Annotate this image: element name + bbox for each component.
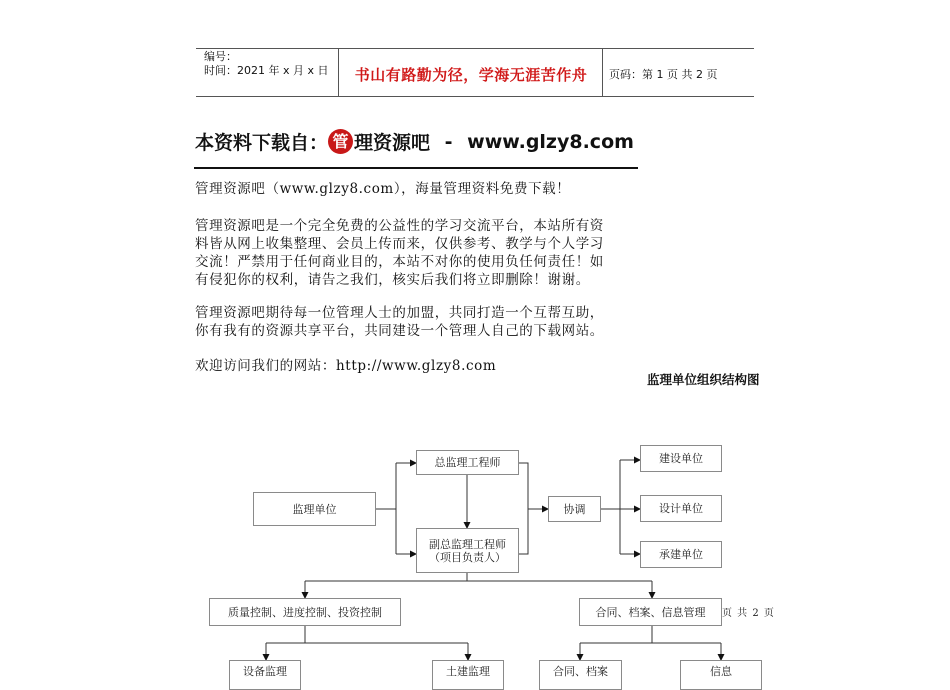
node-label: 合同、档案 [553, 665, 608, 678]
node-coordination [548, 496, 601, 522]
node-civil-supervision [432, 660, 504, 690]
node-label: 合同、档案、信息管理 [595, 605, 706, 619]
banner-url: www.glzy8.com [467, 130, 634, 153]
invitation-line: 你有我有的资源共享平台，共同建设一个管理人自己的下载网站。 [195, 323, 604, 339]
disclaimer-line: 料皆从网上收集整理、会员上传而来，仅供参考、教学与个人学习 [195, 236, 604, 252]
banner-site-name: 理资源吧 [354, 132, 431, 154]
node-construction-unit [640, 445, 722, 472]
node-contract-archive-info [579, 598, 722, 626]
node-contractor-unit [640, 541, 722, 568]
disclaimer-line: 管理资源吧是一个完全免费的公益性的学习交流平台，本站所有资 [195, 218, 604, 234]
node-information [680, 660, 762, 690]
node-label: 设计单位 [659, 502, 703, 515]
website-line: 欢迎访问我们的网站：http://www.glzy8.com [195, 358, 497, 374]
page-indicator: 页码：第 1 页 共 2 页 [609, 68, 718, 81]
node-chief-engineer [416, 450, 519, 475]
node-label: 副总监理工程师 [429, 537, 506, 551]
node-supervision-unit [253, 492, 376, 526]
node-label: 建设单位 [659, 452, 703, 465]
disclaimer-line: 交流！严禁用于任何商业目的，本站不对你的使用负任何责任！如 [195, 254, 604, 270]
node-contract-archive [539, 660, 622, 690]
node-quality-progress-investment [209, 598, 401, 626]
page-footer-note: 页 共 2 页 [722, 608, 775, 619]
node-deputy-engineer [416, 528, 519, 573]
site-logo-icon: 管 [328, 129, 353, 154]
node-label: 承建单位 [659, 548, 703, 561]
document-date: 时间：2021 年 x 月 x 日 [204, 64, 329, 77]
node-design-unit [640, 495, 722, 522]
node-label: 土建监理 [446, 665, 490, 678]
node-label: 信息 [710, 665, 732, 678]
node-label: 质量控制、进度控制、投资控制 [228, 605, 382, 619]
node-sublabel: （项目负责人） [429, 550, 506, 564]
disclaimer-line: 有侵犯你的权利，请告之我们，核实后我们将立即删除！谢谢。 [195, 272, 590, 288]
banner-prefix: 本资料下载自： [195, 132, 329, 154]
node-label: 协调 [563, 502, 586, 516]
header-motto: 书山有路勤为径，学海无涯苦作舟 [354, 66, 588, 84]
document-number: 编号： [204, 50, 237, 63]
node-equipment-supervision [229, 660, 301, 690]
banner-dash: - [438, 130, 460, 153]
node-label: 总监理工程师 [434, 456, 501, 469]
org-chart-title: 监理单位组织结构图 [647, 372, 760, 387]
node-label: 监理单位 [292, 502, 337, 516]
node-label: 设备监理 [243, 665, 287, 678]
intro-line: 管理资源吧（www.glzy8.com），海量管理资料免费下载！ [195, 181, 571, 197]
invitation-line: 管理资源吧期待每一位管理人士的加盟，共同打造一个互帮互助， [195, 305, 604, 321]
